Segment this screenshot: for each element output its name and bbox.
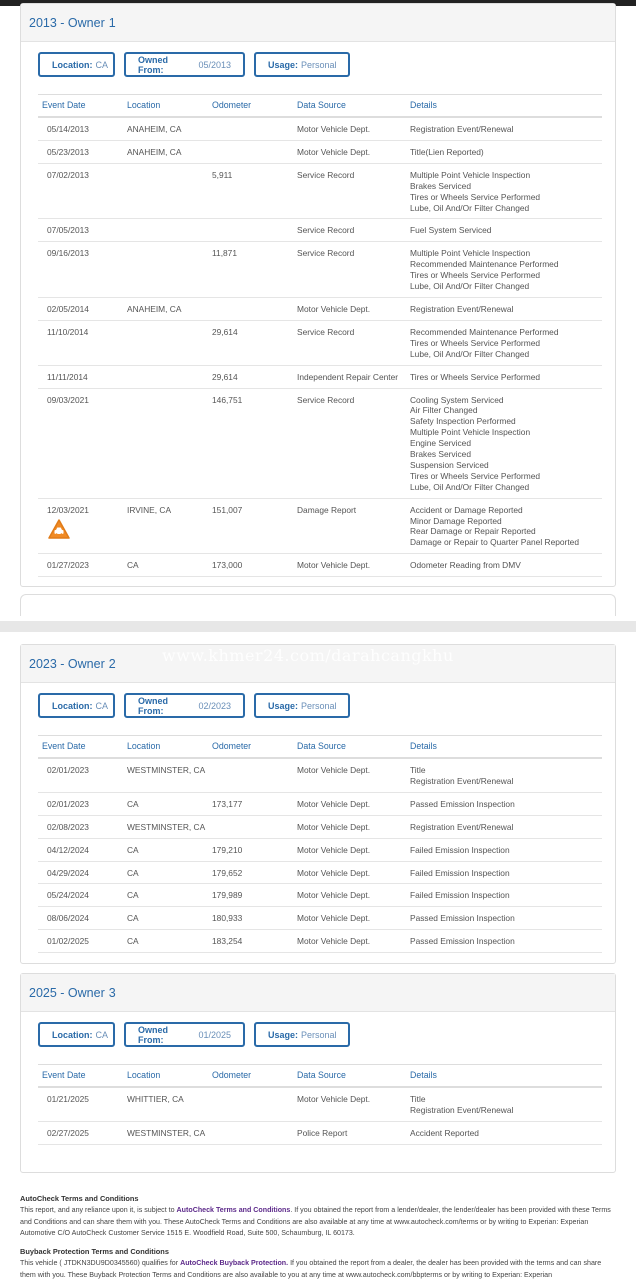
location-cell — [123, 242, 208, 298]
detail-line: Safety Inspection Performed — [410, 416, 516, 427]
event-date: 01/27/2023 — [47, 560, 89, 571]
column-header-data-source[interactable]: Data Source — [293, 1065, 406, 1088]
event-date: 07/05/2013 — [47, 225, 89, 236]
location-cell: CA — [123, 792, 208, 815]
event-date-cell — [38, 163, 123, 219]
detail-line: Failed Emission Inspection — [410, 890, 510, 901]
data-source-cell: Motor Vehicle Dept. — [293, 792, 406, 815]
detail-line: Brakes Serviced — [410, 449, 471, 460]
details-cell — [406, 907, 602, 930]
usage-chip-value: Personal — [301, 1029, 337, 1040]
usage-chip-label: Usage: — [268, 59, 299, 70]
detail-line: Passed Emission Inspection — [410, 936, 515, 947]
autocheck-terms-post: . If you obtained the report from a lender/dealer, the lender/dealer has been provided with these Terms and Conditions and can share them with you. These AutoCheck Terms and Conditions are also available at any time at www.autocheck.com/terms or by writing to Experian: Experian Automotive C/O AutoCheck Customer Service 1515 E. Woodfield Road, Suite 500, Schaumburg, IL 60173. — [20, 1206, 611, 1237]
detail-line: Recommended Maintenance Performed — [410, 326, 559, 337]
event-date-cell — [38, 1121, 123, 1144]
detail-line: Fuel System Serviced — [410, 225, 492, 236]
odometer-cell: 11,871 — [208, 242, 293, 298]
detail-line: Failed Emission Inspection — [410, 867, 510, 878]
column-header-event-date[interactable]: Event Date — [38, 1065, 123, 1088]
owned-from-chip-label: Owned From: — [138, 54, 169, 75]
detail-line: Damage or Repair to Quarter Panel Reported — [410, 537, 579, 548]
usage-chip-label: Usage: — [268, 1029, 299, 1040]
table-row — [38, 242, 602, 298]
location-chip[interactable] — [38, 1022, 115, 1047]
buyback-terms-post: If you obtained the report from a dealer, the dealer has been provided with the terms and can share them with you. These Buyback Protection Terms and Conditions are also available to you at any time at www.autocheck.com/bbpterms or by writing to Experian: Experian — [20, 1259, 602, 1279]
event-date-cell — [38, 884, 123, 907]
odometer-cell: 180,933 — [208, 907, 293, 930]
event-date: 09/16/2013 — [47, 248, 89, 259]
detail-line: Tires or Wheels Service Performed — [410, 371, 541, 382]
location-chip[interactable] — [38, 52, 115, 77]
location-cell — [123, 388, 208, 498]
location-chip-value: CA — [95, 59, 109, 70]
odometer-cell: 179,652 — [208, 861, 293, 884]
details-cell — [406, 365, 602, 388]
owner-number: 1 — [108, 15, 116, 30]
table-row — [38, 320, 602, 365]
owned-from-chip-value: 05/2013 — [198, 59, 231, 70]
table-row — [38, 907, 602, 930]
owner-card — [20, 3, 616, 587]
location-cell: CA — [123, 554, 208, 577]
event-date-cell — [38, 297, 123, 320]
location-cell — [123, 365, 208, 388]
owner-title — [29, 986, 116, 1000]
owner-number: 2 — [108, 656, 116, 671]
autocheck-terms-text — [20, 1205, 616, 1239]
usage-chip-label: Usage: — [268, 700, 299, 711]
details-cell — [406, 388, 602, 498]
odometer-cell — [208, 297, 293, 320]
data-source-cell: Motor Vehicle Dept. — [293, 884, 406, 907]
odometer-cell: 5,911 — [208, 163, 293, 219]
location-cell: IRVINE, CA — [123, 498, 208, 554]
column-header-odometer[interactable]: Odometer — [208, 1065, 293, 1088]
data-source-cell: Motor Vehicle Dept. — [293, 758, 406, 792]
event-date: 09/03/2021 — [47, 394, 89, 405]
history-table — [38, 735, 602, 953]
table-row — [38, 297, 602, 320]
location-cell: ANAHEIM, CA — [123, 140, 208, 163]
event-date: 07/02/2013 — [47, 169, 89, 180]
event-date-cell — [38, 758, 123, 792]
buyback-terms-heading: Buyback Protection Terms and Conditions — [20, 1247, 169, 1257]
data-source-cell: Motor Vehicle Dept. — [293, 815, 406, 838]
event-date-cell — [38, 320, 123, 365]
detail-line: Odometer Reading from DMV — [410, 560, 521, 571]
data-source-cell: Service Record — [293, 163, 406, 219]
buyback-protection-link[interactable]: AutoCheck Buyback Protection. — [180, 1259, 289, 1268]
location-cell: CA — [123, 884, 208, 907]
detail-line: Registration Event/Renewal — [410, 303, 514, 314]
detail-line: Title — [410, 1094, 426, 1104]
event-date-cell — [38, 930, 123, 953]
owned-from-chip[interactable] — [124, 1022, 245, 1047]
owner-chips — [21, 42, 615, 88]
details-cell — [406, 1087, 602, 1121]
data-source-cell: Service Record — [293, 388, 406, 498]
location-cell: WESTMINSTER, CA — [123, 815, 208, 838]
event-date-cell — [38, 554, 123, 577]
odometer-cell: 146,751 — [208, 388, 293, 498]
event-date-cell — [38, 388, 123, 498]
owned-from-chip[interactable] — [124, 693, 245, 718]
owned-from-chip-value: 02/2023 — [198, 700, 231, 711]
owned-from-chip-label: Owned From: — [138, 695, 169, 716]
detail-line: Brakes Serviced — [410, 180, 471, 191]
event-date: 02/01/2023 — [47, 765, 89, 775]
table-row — [38, 815, 602, 838]
location-cell: WESTMINSTER, CA — [123, 758, 208, 792]
autocheck-terms-pre: This report, and any reliance upon it, is subject to — [20, 1206, 177, 1215]
table-row — [38, 884, 602, 907]
event-date-cell — [38, 792, 123, 815]
autocheck-terms-heading: AutoCheck Terms and Conditions — [20, 1194, 139, 1203]
details-cell — [406, 792, 602, 815]
detail-line: Multiple Point Vehicle Inspection — [410, 169, 531, 180]
event-date: 02/05/2014 — [47, 303, 89, 314]
table-row — [38, 554, 602, 577]
table-header-row — [38, 1065, 602, 1088]
owner-chips — [21, 1012, 615, 1058]
column-header-data-source[interactable]: Data Source — [293, 95, 406, 118]
column-header-odometer[interactable]: Odometer — [208, 736, 293, 759]
data-source-cell: Motor Vehicle Dept. — [293, 1087, 406, 1121]
location-cell — [123, 320, 208, 365]
detail-line: Registration Event/Renewal — [410, 821, 514, 832]
data-source-cell: Motor Vehicle Dept. — [293, 554, 406, 577]
detail-line: Lube, Oil And/Or Filter Changed — [410, 202, 530, 213]
table-row — [38, 140, 602, 163]
column-header-event-date[interactable]: Event Date — [38, 95, 123, 118]
odometer-cell: 29,614 — [208, 320, 293, 365]
detail-line: Minor Damage Reported — [410, 515, 502, 526]
column-header-details[interactable]: Details — [406, 95, 602, 118]
details-cell — [406, 242, 602, 298]
odometer-cell — [208, 1087, 293, 1121]
event-date: 05/24/2024 — [47, 890, 89, 901]
data-source-cell: Police Report — [293, 1121, 406, 1144]
location-chip-label: Location: — [52, 700, 93, 711]
event-date: 01/02/2025 — [47, 936, 89, 947]
event-date: 05/14/2013 — [47, 124, 89, 134]
location-chip[interactable] — [38, 693, 115, 718]
table-row — [38, 861, 602, 884]
details-cell — [406, 861, 602, 884]
odometer-cell: 183,254 — [208, 930, 293, 953]
details-cell — [406, 320, 602, 365]
odometer-cell — [208, 815, 293, 838]
details-cell — [406, 815, 602, 838]
history-table — [38, 94, 602, 577]
details-cell — [406, 554, 602, 577]
data-source-cell: Motor Vehicle Dept. — [293, 930, 406, 953]
table-row — [38, 365, 602, 388]
location-cell: CA — [123, 838, 208, 861]
owner-title-text: 2023 - Owner — [29, 656, 105, 671]
owner-header — [21, 974, 615, 1012]
owner-card — [20, 973, 616, 1173]
event-date: 02/08/2023 — [47, 821, 89, 832]
location-cell — [123, 219, 208, 242]
detail-line: Multiple Point Vehicle Inspection — [410, 427, 531, 438]
location-chip-label: Location: — [52, 59, 93, 70]
data-source-cell: Service Record — [293, 242, 406, 298]
detail-line: Tires or Wheels Service Performed — [410, 270, 541, 281]
table-row — [38, 388, 602, 498]
table-row — [38, 163, 602, 219]
detail-line: Title — [410, 765, 426, 775]
event-date-cell — [38, 219, 123, 242]
detail-line: Air Filter Changed — [410, 405, 478, 416]
event-date-cell — [38, 861, 123, 884]
odometer-cell — [208, 1121, 293, 1144]
event-date: 04/29/2024 — [47, 867, 89, 878]
damage-warning-icon — [48, 519, 70, 539]
odometer-cell: 173,177 — [208, 792, 293, 815]
column-header-odometer[interactable]: Odometer — [208, 95, 293, 118]
usage-chip-value: Personal — [301, 700, 337, 711]
detail-line: Rear Damage or Repair Reported — [410, 526, 536, 537]
event-date: 04/12/2024 — [47, 844, 89, 855]
usage-chip-value: Personal — [301, 59, 337, 70]
detail-line: Tires or Wheels Service Performed — [410, 191, 541, 202]
location-cell — [123, 163, 208, 219]
column-header-location[interactable]: Location — [123, 1065, 208, 1088]
event-date: 05/23/2013 — [47, 146, 89, 157]
detail-line: Registration Event/Renewal — [410, 1104, 514, 1115]
usage-chip[interactable] — [254, 52, 350, 77]
event-date: 12/03/2021 — [47, 504, 89, 515]
details-cell — [406, 838, 602, 861]
detail-line: Registration Event/Renewal — [410, 775, 514, 786]
details-cell — [406, 117, 602, 140]
detail-line: Cooling System Serviced — [410, 394, 504, 405]
table-row — [38, 1121, 602, 1144]
odometer-cell: 173,000 — [208, 554, 293, 577]
table-row — [38, 930, 602, 953]
details-cell — [406, 498, 602, 554]
owner-title-text: 2013 - Owner — [29, 15, 105, 30]
owned-from-chip[interactable] — [124, 52, 245, 77]
detail-line: Lube, Oil And/Or Filter Changed — [410, 281, 530, 292]
data-source-cell: Motor Vehicle Dept. — [293, 117, 406, 140]
location-chip-label: Location: — [52, 1029, 93, 1040]
collapsed-card-stub — [20, 594, 616, 616]
event-date: 11/11/2014 — [47, 371, 88, 382]
owner-number: 3 — [108, 985, 116, 1000]
usage-chip[interactable] — [254, 1022, 350, 1047]
column-header-event-date[interactable]: Event Date — [38, 736, 123, 759]
detail-line: Suspension Serviced — [410, 459, 489, 470]
data-source-cell: Motor Vehicle Dept. — [293, 838, 406, 861]
event-date-cell — [38, 907, 123, 930]
table-row — [38, 498, 602, 554]
location-cell: WHITTIER, CA — [123, 1087, 208, 1121]
column-header-location[interactable]: Location — [123, 95, 208, 118]
odometer-cell — [208, 140, 293, 163]
detail-line: Engine Serviced — [410, 438, 471, 449]
event-date: 08/06/2024 — [47, 913, 89, 924]
detail-line: Lube, Oil And/Or Filter Changed — [410, 481, 530, 492]
owner-header — [21, 4, 615, 42]
data-source-cell: Motor Vehicle Dept. — [293, 907, 406, 930]
location-cell: ANAHEIM, CA — [123, 117, 208, 140]
location-cell: WESTMINSTER, CA — [123, 1121, 208, 1144]
buyback-terms-pre: This vehicle ( JTDKN3DU9D0345560) qualifies for — [20, 1259, 181, 1268]
details-cell — [406, 758, 602, 792]
details-cell — [406, 219, 602, 242]
owner-chips — [21, 683, 615, 729]
column-header-data-source[interactable]: Data Source — [293, 736, 406, 759]
buyback-terms-text — [20, 1258, 616, 1280]
event-date-cell — [38, 365, 123, 388]
detail-line: Passed Emission Inspection — [410, 798, 515, 809]
data-source-cell: Service Record — [293, 320, 406, 365]
owned-from-chip-label: Owned From: — [138, 1024, 169, 1045]
detail-line: Passed Emission Inspection — [410, 913, 515, 924]
owner-title — [29, 657, 116, 671]
location-chip-value: CA — [95, 700, 109, 711]
table-row — [38, 117, 602, 140]
section-divider — [0, 621, 636, 632]
location-chip-value: CA — [95, 1029, 109, 1040]
usage-chip[interactable] — [254, 693, 350, 718]
odometer-cell — [208, 758, 293, 792]
event-date-cell — [38, 140, 123, 163]
event-date-cell — [38, 815, 123, 838]
location-cell: CA — [123, 930, 208, 953]
detail-line: Failed Emission Inspection — [410, 844, 510, 855]
table-row — [38, 758, 602, 792]
detail-line: Recommended Maintenance Performed — [410, 259, 559, 270]
column-header-location[interactable]: Location — [123, 736, 208, 759]
watermark-text: www.khmer24.com/darahcangkhu — [162, 646, 454, 665]
details-cell — [406, 930, 602, 953]
detail-line: Tires or Wheels Service Performed — [410, 337, 541, 348]
column-header-details[interactable]: Details — [406, 736, 602, 759]
table-row — [38, 838, 602, 861]
odometer-cell: 179,210 — [208, 838, 293, 861]
detail-line: Title(Lien Reported) — [410, 146, 484, 157]
owner-title-text: 2025 - Owner — [29, 985, 105, 1000]
table-row — [38, 219, 602, 242]
event-date-cell — [38, 117, 123, 140]
history-table — [38, 1064, 602, 1145]
data-source-cell: Independent Repair Center — [293, 365, 406, 388]
details-cell — [406, 1121, 602, 1144]
data-source-cell: Motor Vehicle Dept. — [293, 861, 406, 884]
table-row — [38, 792, 602, 815]
data-source-cell: Damage Report — [293, 498, 406, 554]
table-header-row — [38, 736, 602, 759]
detail-line: Registration Event/Renewal — [410, 124, 514, 134]
event-date-cell — [38, 498, 123, 554]
location-cell: CA — [123, 907, 208, 930]
terms-section — [20, 1193, 616, 1280]
odometer-cell: 29,614 — [208, 365, 293, 388]
event-date-cell — [38, 1087, 123, 1121]
details-cell — [406, 140, 602, 163]
data-source-cell: Service Record — [293, 219, 406, 242]
detail-line: Tires or Wheels Service Performed — [410, 470, 541, 481]
data-source-cell: Motor Vehicle Dept. — [293, 140, 406, 163]
data-source-cell: Motor Vehicle Dept. — [293, 297, 406, 320]
owner-title — [29, 16, 116, 30]
detail-line: Multiple Point Vehicle Inspection — [410, 248, 531, 259]
detail-line: Accident Reported — [410, 1127, 479, 1138]
event-date-cell — [38, 838, 123, 861]
location-cell: ANAHEIM, CA — [123, 297, 208, 320]
event-date: 01/21/2025 — [47, 1094, 89, 1104]
details-cell — [406, 163, 602, 219]
table-row — [38, 1087, 602, 1121]
event-date-cell — [38, 242, 123, 298]
owned-from-chip-value: 01/2025 — [198, 1029, 231, 1040]
table-header-row — [38, 95, 602, 118]
event-date: 02/01/2023 — [47, 798, 89, 809]
detail-line: Accident or Damage Reported — [410, 504, 523, 515]
odometer-cell: 151,007 — [208, 498, 293, 554]
autocheck-terms-link[interactable]: AutoCheck Terms and Conditions — [176, 1206, 291, 1215]
details-cell — [406, 884, 602, 907]
owner-card — [20, 644, 616, 964]
event-date: 02/27/2025 — [47, 1127, 89, 1138]
column-header-details[interactable]: Details — [406, 1065, 602, 1088]
odometer-cell — [208, 219, 293, 242]
location-cell: CA — [123, 861, 208, 884]
detail-line: Lube, Oil And/Or Filter Changed — [410, 348, 530, 359]
odometer-cell: 179,989 — [208, 884, 293, 907]
details-cell — [406, 297, 602, 320]
event-date: 11/10/2014 — [47, 326, 89, 337]
odometer-cell — [208, 117, 293, 140]
